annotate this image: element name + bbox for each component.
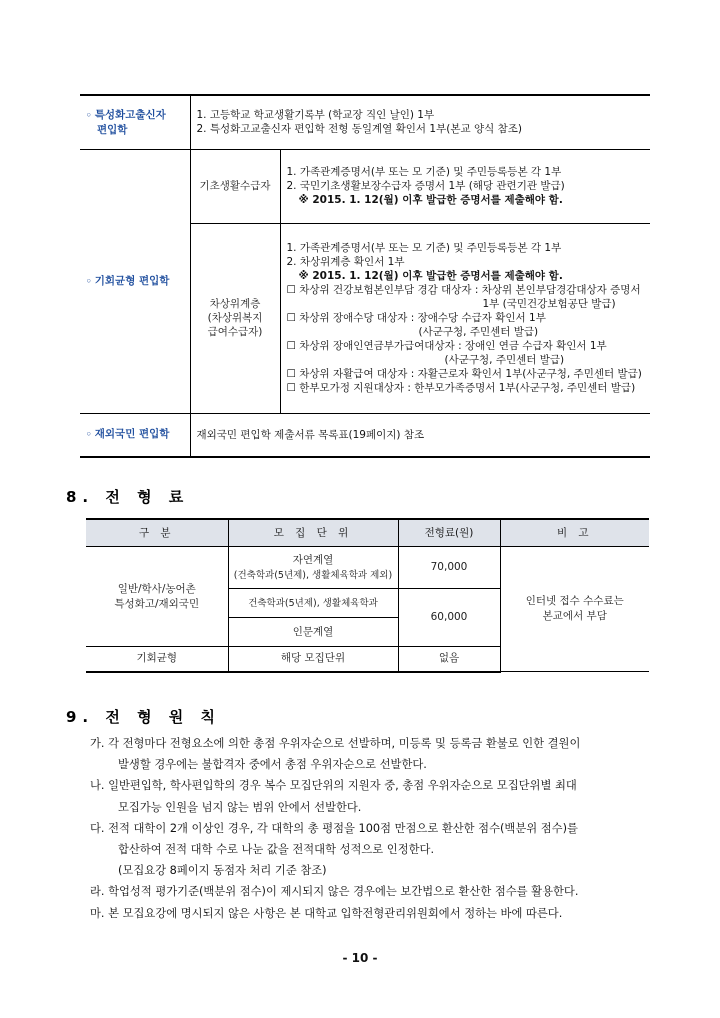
document-item: 2. 국민기초생활보장수급자 증명서 1부 (해당 관련기관 발급) [286, 180, 565, 192]
principle-continuation: 발생할 경우에는 불합격자 중에서 총점 우위자순으로 선발한다. [118, 758, 427, 772]
subcategory-label: 급여수급자) [207, 326, 263, 338]
column-header: 모 집 단 위 [228, 519, 398, 547]
documents-cell [280, 223, 650, 413]
unit-label: (건축학과(5년제), 생활체육학과 제외) [233, 569, 393, 581]
document-item: 재외국민 편입학 제출서류 목록표(19페이지) 참조 [196, 428, 425, 441]
table-row [80, 149, 650, 223]
table-row [80, 95, 650, 149]
principle-continuation: 모집가능 인원을 넘지 않는 범위 안에서 선발한다. [118, 800, 362, 814]
column-header: 구 분 [86, 519, 228, 547]
subcategory-label: 기초생활수급자 [199, 180, 271, 192]
unit-cell: 해당 모집단위 [228, 647, 398, 672]
principle-item: 라. 학업성적 평가기준(백분위 점수)이 제시되지 않은 경우에는 보간법으로 환산한 점수를 활용한다. [90, 885, 579, 899]
principle-item: 다. 전적 대학이 2개 이상인 경우, 각 대학의 총 평점을 100점 만점으로 환산한 점수(백분위 점수)를 [90, 821, 578, 835]
document-item: 1. 가족관계증명서(부 또는 모 기준) 및 주민등록등본 각 1부 [286, 166, 562, 178]
group-label-cell: 기회균형 [86, 647, 228, 672]
document-item: ☐ 차상위 장애수당 대상자 : 장애수당 수급자 확인서 1부 [286, 312, 546, 324]
note-text: 본교에서 부담 [542, 610, 607, 622]
table-row [86, 547, 649, 589]
unit-cell: 인문계열 [228, 618, 398, 647]
unit-cell [228, 547, 398, 589]
principles-list [90, 733, 652, 924]
document-item: (사군구청, 주민센터 발급) [418, 326, 539, 338]
group-label: 특성화고/재외국민 [114, 597, 200, 610]
column-header: 비 고 [500, 519, 649, 547]
subcategory-cell [190, 223, 280, 413]
principle-continuation: 합산하여 전적 대학 수로 나눈 값을 전적대학 성적으로 인정한다. [118, 843, 435, 857]
fee-cell: 없음 [398, 647, 500, 672]
note-cell [500, 547, 649, 672]
fee-cell: 60,000 [398, 589, 500, 647]
unit-cell: 건축학과(5년제), 생활체육학과 [228, 589, 398, 618]
principle-continuation: (모집요강 8페이지 동점자 처리 기준 참조) [118, 864, 327, 878]
document-item: ☐ 차상위 장애인연금부가급여대상자 : 장애인 연금 수급자 확인서 1부 [286, 340, 607, 352]
bullet-icon: ◦ [86, 430, 92, 441]
subcategory-label: 차상위계층 [209, 298, 261, 310]
documents-cell [190, 95, 650, 149]
category-label: 재외국민 편입학 [94, 428, 170, 441]
category-cell [80, 149, 190, 413]
category-label: 특성화고출신자 [94, 108, 166, 121]
section-title: 8. 전 형 료 [66, 488, 190, 506]
document-item: (사군구청, 주민센터 발급) [444, 354, 565, 366]
document-item: ☐ 차상위 건강보험본인부담 경감 대상자 : 차상위 본인부담경감대상자 증명서 [286, 284, 641, 296]
subcategory-cell [190, 149, 280, 223]
group-label: 일반/학사/농어촌 [117, 582, 196, 595]
table-row [80, 413, 650, 457]
page-number: - 10 - [342, 951, 378, 965]
principle-item: 마. 본 모집요강에 명시되지 않은 사항은 본 대학교 입학전형관리위원회에서 정하는 바에 따른다. [90, 906, 563, 920]
bullet-icon: ◦ [86, 276, 92, 287]
note-text: 인터넷 접수 수수료는 [525, 595, 624, 607]
principle-item: 나. 일반편입학, 학사편입학의 경우 복수 모집단위의 지원자 중, 총점 우위자순으로 모집단위별 최대 [90, 779, 577, 793]
application-fee-table [86, 518, 649, 673]
documents-cell [280, 149, 650, 223]
category-label: 편입학 [97, 123, 128, 136]
document-item: 2. 특성화고교출신자 편입학 전형 동일계열 확인서 1부(본교 양식 참조) [196, 123, 522, 136]
bullet-icon: ◦ [86, 110, 92, 121]
table-header-row [86, 519, 649, 547]
fee-cell: 70,000 [398, 547, 500, 589]
column-header: 전형료(원) [398, 519, 500, 547]
document-item: 2. 차상위계층 확인서 1부 [286, 256, 405, 268]
document-item: ☐ 한부모가정 지원대상자 : 한부모가족증명서 1부(사군구청, 주민센터 발급) [286, 382, 636, 394]
document-item: 1. 고등학교 학교생활기록부 (학교장 직인 날인) 1부 [196, 109, 435, 122]
documents-cell [190, 413, 650, 457]
document-item: 1. 가족관계증명서(부 또는 모 기준) 및 주민등록등본 각 1부 [286, 242, 562, 254]
category-cell [80, 413, 190, 457]
unit-label: 자연계열 [292, 553, 334, 566]
required-documents-table [80, 94, 650, 458]
category-label: 기회균형 편입학 [94, 274, 170, 287]
subcategory-label: (차상위복지 [207, 312, 263, 324]
document-item: ☐ 차상위 자활급여 대상자 : 자활근로자 확인서 1부(사군구청, 주민센터 발급) [286, 368, 642, 380]
notice-text: ※ 2015. 1. 12(월) 이후 발급한 증명서를 제출해야 함. [298, 270, 563, 282]
category-cell [80, 95, 190, 149]
notice-text: ※ 2015. 1. 12(월) 이후 발급한 증명서를 제출해야 함. [298, 194, 563, 206]
document-item: 1부 (국민건강보험공단 발급) [482, 298, 616, 310]
section-title: 9. 전 형 원 칙 [66, 708, 221, 726]
group-label-cell [86, 547, 228, 647]
principle-item: 가. 각 전형마다 전형요소에 의한 총점 우위자순으로 선발하며, 미등록 및 등록금 환불로 인한 결원이 [90, 737, 581, 750]
